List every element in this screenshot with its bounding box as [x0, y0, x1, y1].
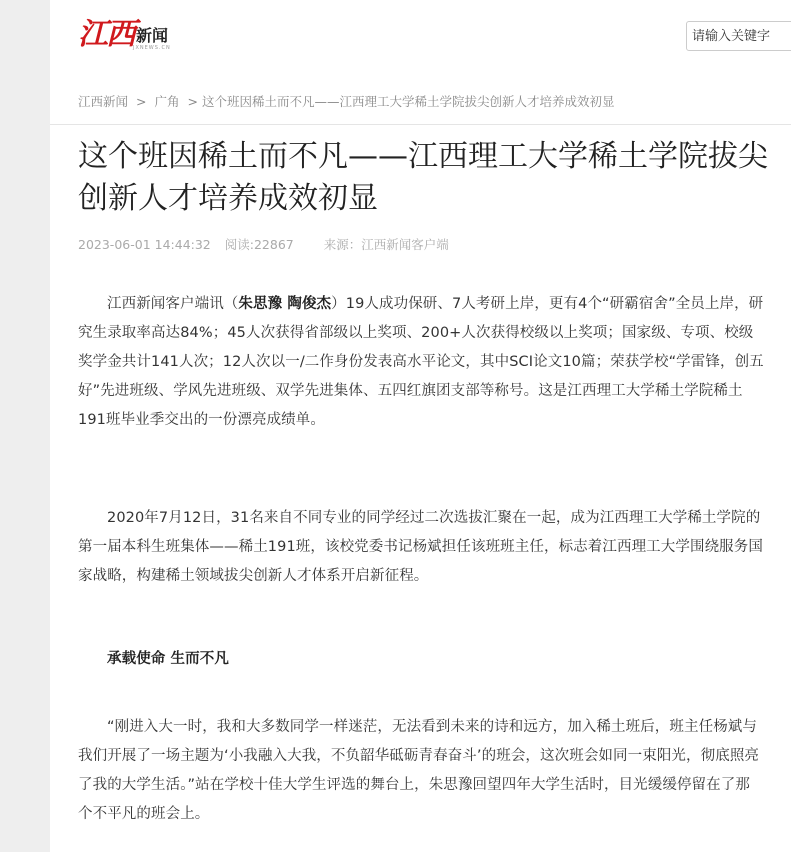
breadcrumb-home-link[interactable]: 江西新闻	[78, 94, 129, 109]
breadcrumb-current-link[interactable]: 这个班因稀土而不凡——江西理工大学稀土学院拔尖创新人才培养成效初显	[201, 94, 615, 109]
breadcrumb-separator: >	[187, 94, 198, 109]
site-logo[interactable]	[78, 18, 178, 58]
paragraph-text: ）19人成功保研、7人考研上岸，更有4个“研霸宿舍”全员上岸，研究生录取率高达84%；45人次获得省部级以上奖项、200+人次获得校级以上奖项；国家级、专项、校级奖学金共计141人次；12人次以一/二作身份发表高水平论文，其中SCI论文10篇；荣获学校“学雷锋，创五好”先进班级、学风先进班级、双学先进集体、五四红旗团支部等称号。这是江西理工大学稀土学院稀土191班毕业季交出的一份漂亮成绩单。	[78, 296, 764, 428]
page	[50, 0, 791, 852]
article-source: 来源：江西新闻客户端	[323, 237, 449, 252]
publish-datetime: 2023-06-01 14:44:32	[78, 237, 211, 252]
article-meta	[78, 235, 449, 255]
logo-text: 新闻	[136, 26, 169, 45]
divider	[50, 124, 791, 125]
logo-mark: 江西	[78, 17, 134, 52]
site-header	[50, 0, 791, 75]
view-count: 阅读:22867	[224, 237, 294, 252]
breadcrumb-separator: >	[136, 94, 147, 109]
breadcrumb-section-link[interactable]: 广角	[154, 94, 180, 109]
article-paragraph: “刚进入大一时，我和大多数同学一样迷茫，无法看到未来的诗和远方，加入稀土班后，班主任杨斌与我们开展了一场主题为‘小我融入大我，不负韶华砥砺青春奋斗’的班会，这次班会如同一束阳光，彻底照亮了我的大学生活。”站在学校十佳大学生评选的舞台上，朱思豫回望四年大学生活时，目光缓缓停留在了那个不平凡的班会上。	[78, 719, 760, 822]
search-input[interactable]	[686, 21, 791, 51]
breadcrumb	[78, 92, 778, 112]
article-paragraph: 2020年7月12日，31名来自不同专业的同学经过二次选拔汇聚在一起，成为江西理工大学稀土学院的第一届本科生班集体——稀土191班，该校党委书记杨斌担任该班班主任，标志着江西理工大学围绕服务国家战略，构建稀土领域拔尖创新人才体系开启新征程。	[78, 510, 763, 584]
author-names: 朱思豫 陶俊杰	[238, 296, 332, 312]
paragraph-lead: 江西新闻客户端讯（	[107, 296, 239, 312]
article-subheading: 承载使命 生而不凡	[107, 651, 229, 667]
article-paragraph	[78, 290, 764, 435]
logo-domain: JXNEWS.CN	[133, 45, 171, 51]
article-title: 这个班因稀土而不凡——江西理工大学稀土学院拔尖创新人才培养成效初显	[78, 139, 768, 216]
